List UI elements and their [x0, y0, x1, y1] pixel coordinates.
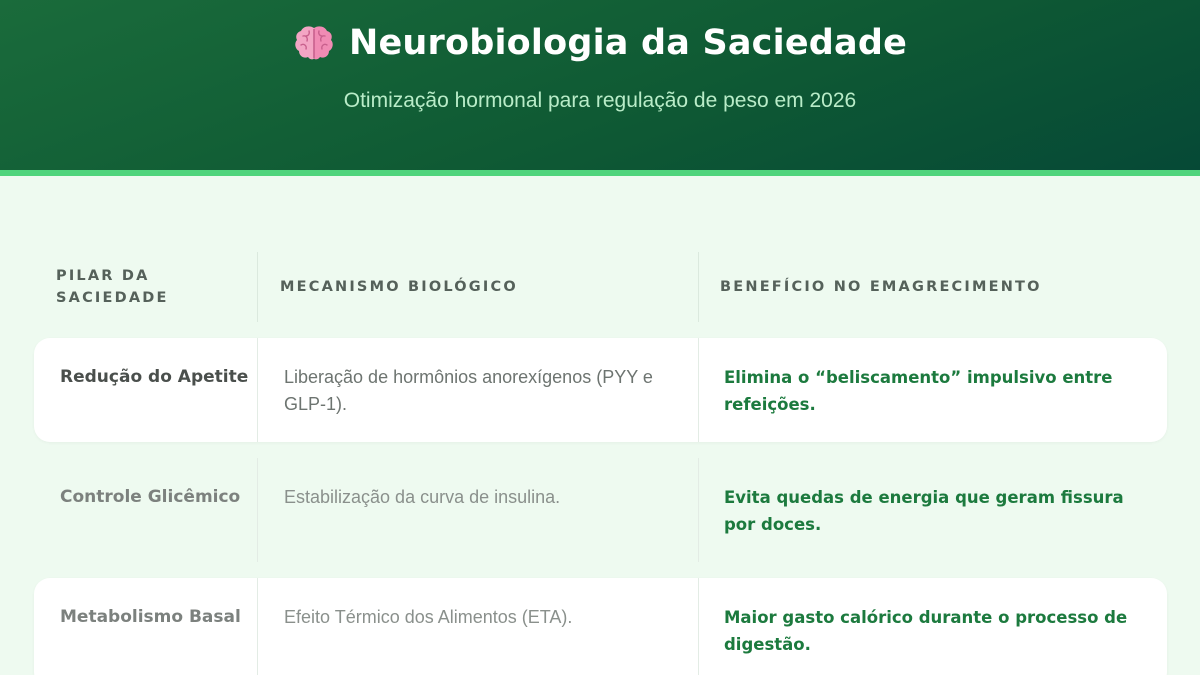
header-divider: [698, 252, 699, 322]
table-row: [34, 458, 1167, 562]
table-row: [34, 578, 1167, 675]
benefit-cell: Evita quedas de energia que geram fissura por doces.: [724, 488, 1124, 534]
column-header-benefit: [720, 252, 1140, 322]
column-header-pillar: [56, 252, 246, 322]
mechanism-cell: Efeito Térmico dos Alimentos (ETA).: [284, 607, 573, 627]
column-divider: [698, 338, 699, 442]
column-divider: [698, 578, 699, 675]
column-header-mechanism: [280, 252, 680, 322]
pillar-cell: Controle Glicêmico: [60, 487, 241, 507]
column-divider: [257, 578, 258, 675]
benefit-cell: Maior gasto calórico durante o processo de digestão.: [724, 608, 1128, 654]
column-header-mechanism-label: MECANISMO BIOLÓGICO: [280, 279, 518, 295]
page-title: Neurobiologia da Saciedade: [348, 23, 908, 63]
column-divider: [257, 458, 258, 562]
pillar-cell: Metabolismo Basal: [60, 607, 241, 627]
column-divider: [257, 338, 258, 442]
page-header: [0, 0, 1200, 170]
column-header-benefit-label: BENEFÍCIO NO EMAGRECIMENTO: [720, 279, 1042, 295]
pillar-cell: Redução do Apetite: [60, 367, 249, 387]
table-row: [34, 338, 1167, 442]
brain-icon: [293, 22, 335, 64]
mechanism-cell: Liberação de hormônios anorexígenos (PYY e GLP-1).: [284, 367, 653, 414]
title-row: [0, 22, 1200, 64]
column-divider: [698, 458, 699, 562]
column-header-pillar-label: PILAR DA SACIEDADE: [56, 268, 169, 306]
header-accent-bar: [0, 170, 1200, 176]
satiety-table: [34, 252, 1167, 675]
benefit-cell: Elimina o “beliscamento” impulsivo entre refeições.: [724, 368, 1113, 414]
page-subtitle: Otimização hormonal para regulação de peso em 2026: [343, 89, 857, 112]
header-divider: [257, 252, 258, 322]
mechanism-cell: Estabilização da curva de insulina.: [284, 487, 561, 507]
